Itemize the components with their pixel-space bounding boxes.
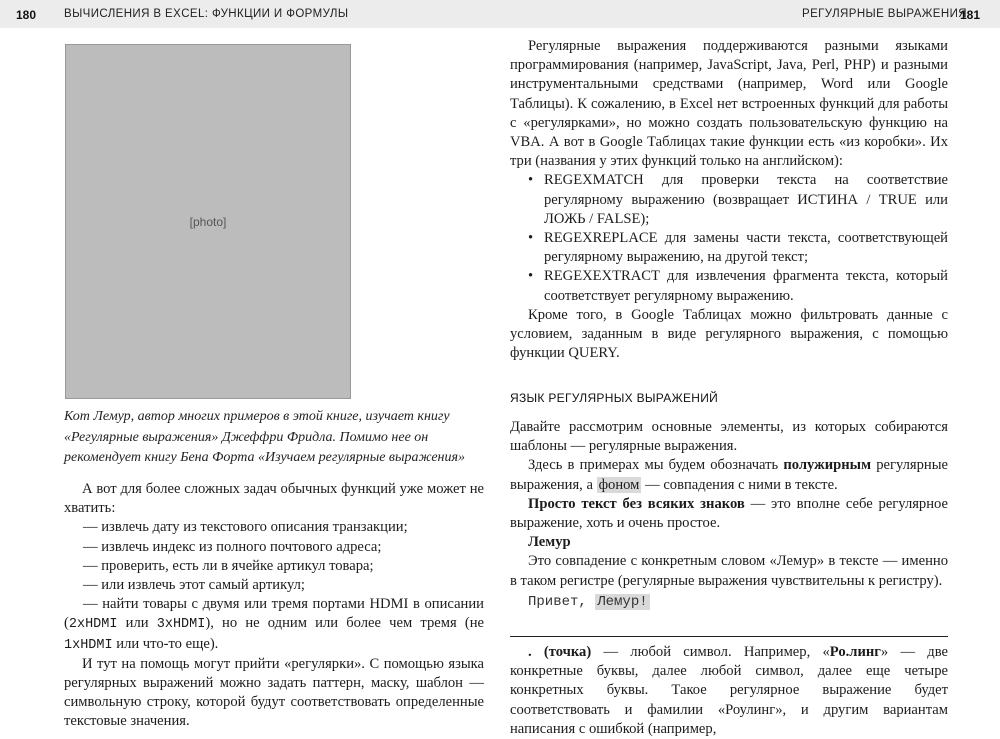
section-title: ЯЗЫК РЕГУЛЯРНЫХ ВЫРАЖЕНИЙ: [510, 391, 719, 405]
right-para2: Кроме того, в Google Таблицах можно фильтровать данные с условием, заданным в виде регулярного выражения, с помощью функции QUERY.: [510, 306, 948, 362]
example-line: [510, 593, 948, 612]
right-running-title: РЕГУЛЯРНЫЕ ВЫРАЖЕНИЯ: [802, 8, 967, 20]
right-para5: [510, 495, 948, 533]
cat-photo: [65, 44, 351, 399]
text-fragment: Здесь в примерах мы будем обозначать: [528, 457, 784, 474]
code-fragment: 2xHDMI: [68, 617, 118, 633]
text-fragment: — любой символ. Например, «: [591, 644, 830, 660]
list-item: — извлечь индекс из полного почтового адреса;: [83, 538, 382, 555]
left-column: [64, 480, 484, 732]
bullet-item-regexreplace: • REGEXREPLACE для замены части текста, соответствующей регулярному выражению, на другой текст;: [510, 229, 948, 267]
text-fragment: — совпадения с ними в тексте.: [641, 476, 838, 493]
right-column-bottom: [510, 643, 948, 739]
right-column: [510, 37, 948, 363]
right-para7: [510, 643, 948, 739]
bold-fragment: Просто текст без всяких знаков: [528, 495, 745, 512]
bold-fragment: Лемур: [528, 534, 571, 551]
right-column-lower: [510, 418, 948, 612]
sample-highlight: Лемур!: [597, 593, 648, 610]
code-fragment: 3xHDMI: [156, 617, 206, 633]
bold-fragment: Ро.линг: [829, 644, 881, 660]
text-fragment: ), но не одним или более чем тремя (не: [205, 615, 484, 632]
list-item: — извлечь дату из текстового описания транзакции;: [83, 519, 408, 536]
highlight-fragment: фоном: [598, 476, 640, 493]
photo-caption: Кот Лемур, автор многих примеров в этой книге, изучает книгу «Регулярные выражения» Джеффри Фридла. Помимо нее он рекомендует книгу Бена Форта «Изучаем регулярные выражения»: [64, 409, 465, 465]
list-item: — проверить, есть ли в ячейке артикул товара;: [83, 557, 374, 574]
text-fragment: » — две конкретные буквы, далее любой символ, далее еще четыре конкретных буквы. Такое регулярное выражение будет соответствовать и фамилии «Роулинг», и другим вариантам написания с ошибкой (например,: [510, 644, 948, 737]
right-para4: [510, 456, 948, 494]
code-fragment: 1xHDMI: [64, 637, 113, 653]
term-lemur: [510, 533, 948, 552]
bold-fragment: полужирным: [783, 457, 872, 474]
list-item-hdmi: [64, 595, 484, 655]
text-fragment: регулярные выражения, а: [510, 457, 948, 493]
bullet-item-regexmatch: • REGEXMATCH для проверки текста на соответствие регулярному выражению (возвращает ИСТИНА / TRUE или ЛОЖЬ / FALSE);: [510, 171, 948, 229]
text-fragment: — найти товары с двумя или тремя портами HDMI в описании (: [64, 596, 484, 632]
left-para2: И тут на помощь могут прийти «регулярки». С помощью языка регулярных выражений можно задать паттерн, маску, шаблон — символьную строку, которой будут соответствовать определенные текстовые значения.: [64, 655, 484, 730]
right-para1: Регулярные выражения поддерживаются разными языками программирования (например, JavaScript, Java, Perl, PHP) и разными инструментальными средствами (например, Word или Google Таблицы). К сожалению, в Excel нет встроенных функций для работы с «регулярками», но можно создать пользовательскую функцию на VBA. А вот в Google Таблицах такие функции есть «из коробки». Их три (названия у этих функций только на английском):: [510, 38, 948, 170]
bullet-item-regexextract: • REGEXEXTRACT для извлечения фрагмента текста, который соответствует регулярному выражению.: [510, 267, 948, 305]
text-fragment: или что-то еще).: [112, 635, 219, 652]
left-page-number: 180: [16, 8, 37, 22]
photo-placeholder-label: [photo]: [189, 214, 227, 229]
list-item: — или извлечь этот самый артикул;: [83, 577, 305, 594]
text-fragment: — это вполне себе регулярное выражение, хоть и очень простое.: [510, 495, 948, 532]
sample-text: Привет,: [528, 593, 596, 610]
right-page-number: 181: [960, 8, 981, 22]
left-intro: А вот для более сложных задач обычных функций уже может не хватить:: [64, 481, 484, 517]
right-para6: Это совпадение с конкретным словом «Лемур» в тексте — именно в таком регистре (регулярные выражения чувствительны к регистру).: [510, 553, 948, 589]
bold-fragment: . (точка): [528, 644, 592, 660]
right-para3: Давайте рассмотрим основные элементы, из которых собираются шаблоны — регулярные выражения.: [510, 419, 948, 455]
text-fragment: или: [117, 615, 157, 632]
left-running-title: ВЫЧИСЛЕНИЯ В EXCEL: ФУНКЦИИ И ФОРМУЛЫ: [64, 8, 349, 20]
divider-rule: [510, 636, 948, 637]
